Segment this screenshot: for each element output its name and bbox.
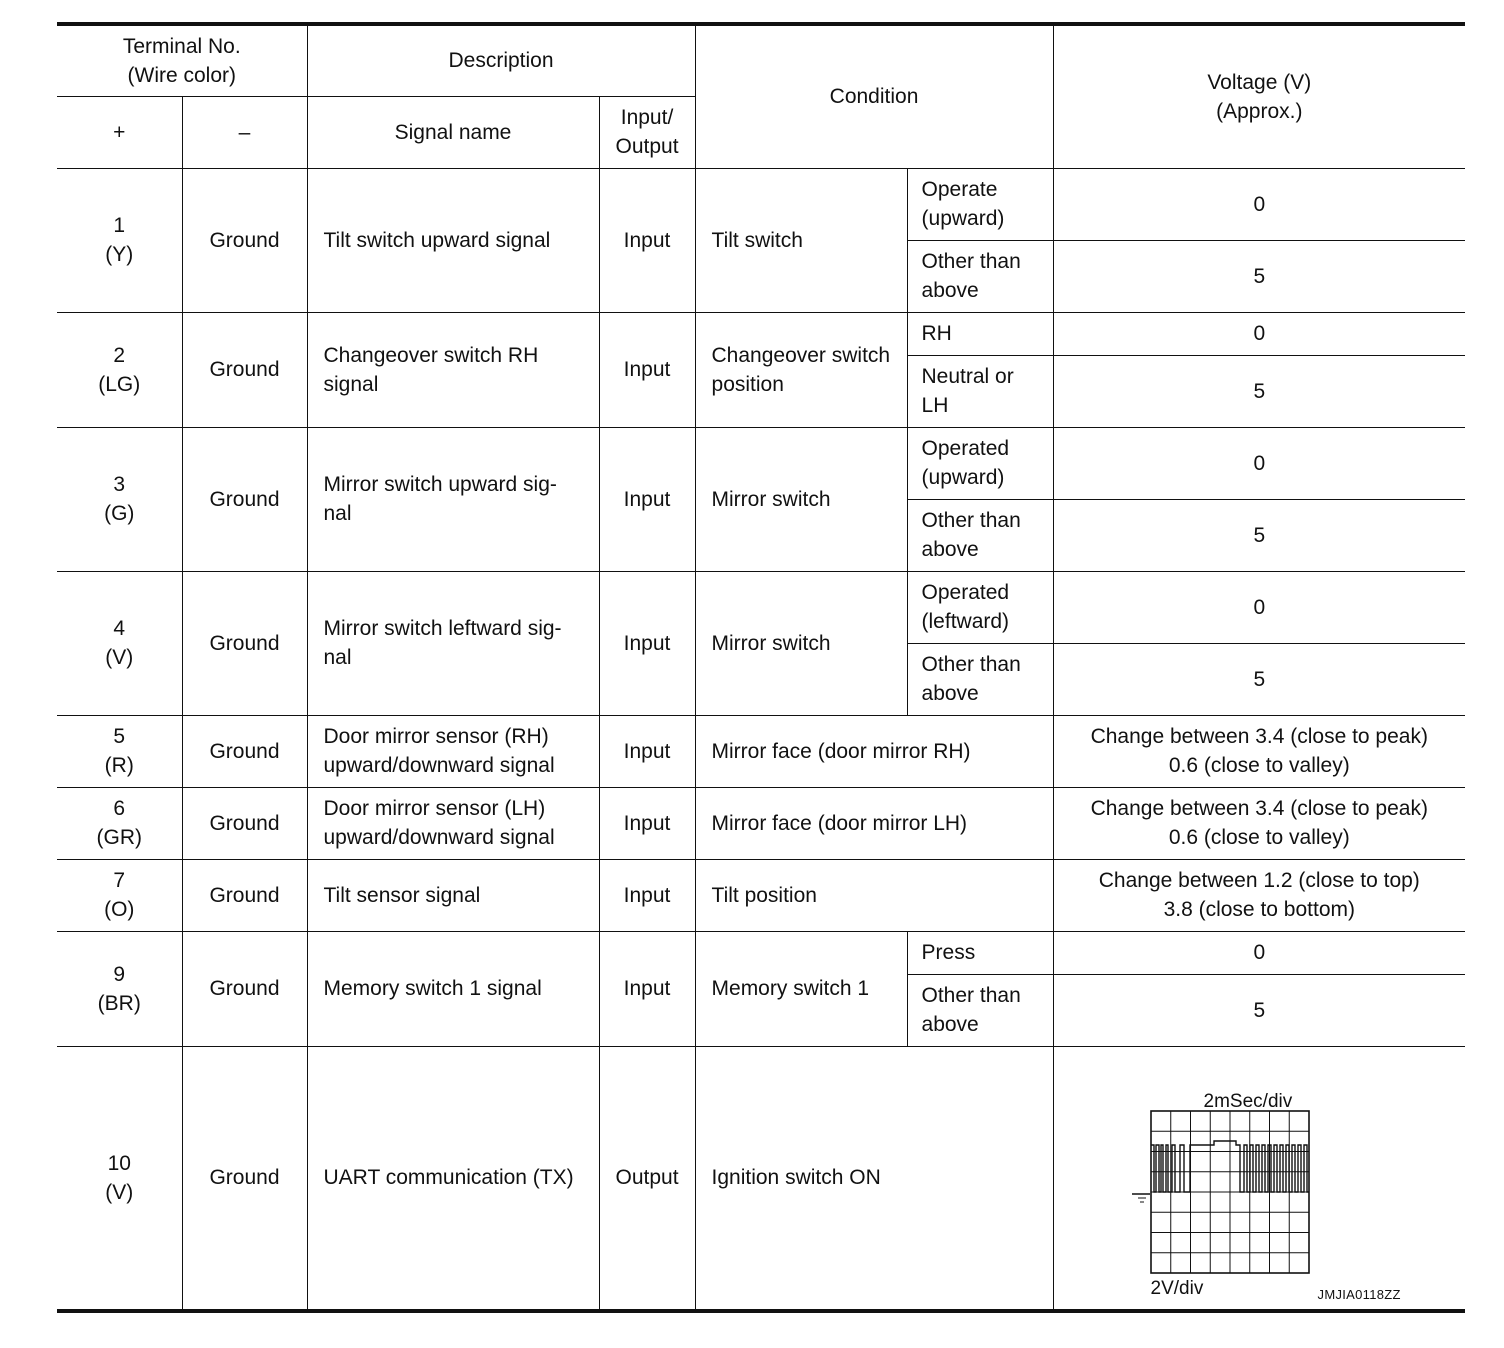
io-type: Input — [599, 715, 695, 787]
time-per-division-label: 2mSec/div — [1203, 1090, 1293, 1112]
voltage-value: 5 — [1053, 974, 1465, 1046]
signal-name: Memory switch 1 signal — [307, 931, 599, 1046]
ground-terminal: Ground — [182, 312, 307, 427]
ground-terminal: Ground — [182, 787, 307, 859]
terminal-number: 4 (V) — [57, 571, 182, 715]
condition: Mirror switch — [695, 427, 907, 571]
terminal-number: 2 (LG) — [57, 312, 182, 427]
io-type: Input — [599, 168, 695, 312]
condition: Tilt switch — [695, 168, 907, 312]
ground-terminal: Ground — [182, 1046, 307, 1311]
table-row — [57, 787, 1465, 859]
table-row — [57, 931, 1465, 974]
voltage-value: Change between 1.2 (close to top) 3.8 (close to bottom) — [1053, 859, 1465, 931]
io-type: Input — [599, 312, 695, 427]
condition-state: Other than above — [907, 240, 1053, 312]
io-type: Input — [599, 931, 695, 1046]
condition: Changeover switch position — [695, 312, 907, 427]
terminal-number: 10 (V) — [57, 1046, 182, 1311]
signal-name: Door mirror sensor (LH) upward/downward signal — [307, 787, 599, 859]
oscilloscope-figure — [1054, 1047, 1466, 1309]
table-row — [57, 1046, 1465, 1311]
voltage-value: 5 — [1053, 240, 1465, 312]
volt-per-division-label: 2V/div — [1150, 1277, 1204, 1299]
header-signal-name: Signal name — [307, 96, 599, 168]
voltage-value: 0 — [1053, 312, 1465, 355]
terminal-number: 1 (Y) — [57, 168, 182, 312]
terminal-number: 5 (R) — [57, 715, 182, 787]
io-type: Input — [599, 859, 695, 931]
condition-state: Operated (upward) — [907, 427, 1053, 499]
header-terminal-no: Terminal No. (Wire color) — [57, 24, 307, 96]
ground-terminal: Ground — [182, 715, 307, 787]
header-condition: Condition — [695, 24, 1053, 168]
terminal-number: 3 (G) — [57, 427, 182, 571]
header-description: Description — [307, 24, 695, 96]
header-input-output: Input/ Output — [599, 96, 695, 168]
signal-name: Mirror switch leftward sig-nal — [307, 571, 599, 715]
voltage-value: 0 — [1053, 427, 1465, 499]
table-row — [57, 168, 1465, 240]
terminal-number: 9 (BR) — [57, 931, 182, 1046]
ground-terminal: Ground — [182, 859, 307, 931]
condition-state: Other than above — [907, 643, 1053, 715]
io-type: Input — [599, 427, 695, 571]
terminal-spec-table — [57, 22, 1465, 1313]
io-type: Input — [599, 787, 695, 859]
condition: Memory switch 1 — [695, 931, 907, 1046]
header-plus: + — [57, 96, 182, 168]
signal-name: Mirror switch upward sig-nal — [307, 427, 599, 571]
voltage-value: Change between 3.4 (close to peak) 0.6 (close to valley) — [1053, 715, 1465, 787]
table-row — [57, 427, 1465, 499]
ground-terminal: Ground — [182, 168, 307, 312]
condition-state: Other than above — [907, 499, 1053, 571]
io-type: Input — [599, 571, 695, 715]
ground-terminal: Ground — [182, 427, 307, 571]
voltage-value: Change between 3.4 (close to peak) 0.6 (close to valley) — [1053, 787, 1465, 859]
table-row — [57, 571, 1465, 643]
condition-state: RH — [907, 312, 1053, 355]
signal-name: Changeover switch RH signal — [307, 312, 599, 427]
signal-name: Door mirror sensor (RH) upward/downward signal — [307, 715, 599, 787]
condition-state: Neutral or LH — [907, 355, 1053, 427]
condition-state: Other than above — [907, 974, 1053, 1046]
condition-state: Press — [907, 931, 1053, 974]
signal-name: Tilt sensor signal — [307, 859, 599, 931]
condition-state: Operate (upward) — [907, 168, 1053, 240]
header-voltage: Voltage (V) (Approx.) — [1053, 24, 1465, 168]
condition: Mirror switch — [695, 571, 907, 715]
condition: Ignition switch ON — [695, 1046, 1053, 1311]
figure-code: JMJIA0118ZZ — [1317, 1286, 1401, 1302]
table-row — [57, 312, 1465, 355]
table-row — [57, 715, 1465, 787]
ground-terminal: Ground — [182, 931, 307, 1046]
voltage-waveform — [1053, 1046, 1465, 1311]
terminal-number: 6 (GR) — [57, 787, 182, 859]
voltage-value: 5 — [1053, 499, 1465, 571]
condition-state: Operated (leftward) — [907, 571, 1053, 643]
signal-name: Tilt switch upward signal — [307, 168, 599, 312]
voltage-value: 5 — [1053, 355, 1465, 427]
io-type: Output — [599, 1046, 695, 1311]
terminal-number: 7 (O) — [57, 859, 182, 931]
condition: Mirror face (door mirror LH) — [695, 787, 1053, 859]
ground-terminal: Ground — [182, 571, 307, 715]
voltage-value: 0 — [1053, 571, 1465, 643]
voltage-value: 5 — [1053, 643, 1465, 715]
table-row — [57, 859, 1465, 931]
condition: Mirror face (door mirror RH) — [695, 715, 1053, 787]
signal-name: UART communication (TX) — [307, 1046, 599, 1311]
header-minus: – — [182, 96, 307, 168]
voltage-value: 0 — [1053, 168, 1465, 240]
voltage-value: 0 — [1053, 931, 1465, 974]
condition: Tilt position — [695, 859, 1053, 931]
